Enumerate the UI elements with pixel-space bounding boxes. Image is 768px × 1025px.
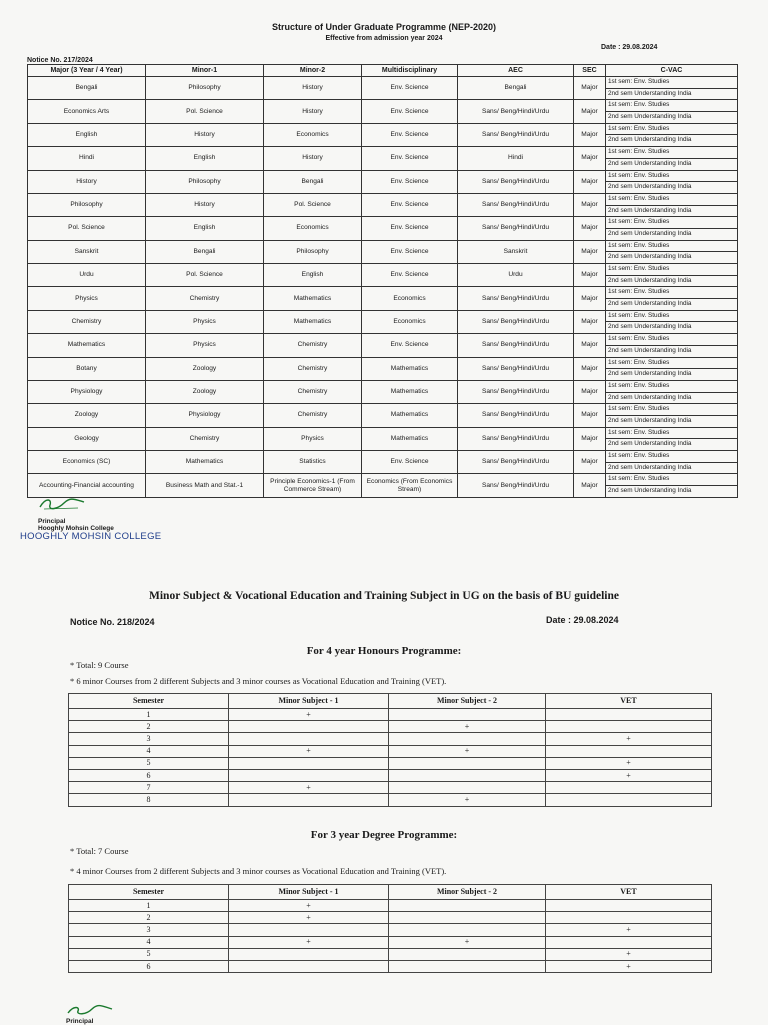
table-cell (546, 745, 712, 757)
table-cell: Major (574, 287, 606, 310)
table-cell: Env. Science (362, 100, 458, 123)
table-cell: Mathematics (362, 427, 458, 450)
table-cell: Major (574, 147, 606, 170)
table-cell: English (28, 123, 146, 146)
table-cell: Chemistry (264, 334, 362, 357)
table-cell: Philosophy (28, 193, 146, 216)
table-cell: Major (574, 427, 606, 450)
column-header: Minor Subject - 2 (389, 885, 546, 900)
table-cell: Major (574, 123, 606, 146)
table-cell: Sans/ Beng/Hindi/Urdu (458, 474, 574, 497)
table-cell: Bengali (28, 77, 146, 100)
cvac-sem2: 2nd sem Understanding India (608, 323, 692, 331)
cvac-sem2: 2nd sem Understanding India (608, 300, 692, 308)
table-cell (546, 912, 712, 924)
cvac-sem1: 1st sem: Env. Studies (606, 358, 737, 370)
table-cell: English (146, 217, 264, 240)
table-cell: Mathematics (264, 287, 362, 310)
table-cell: + (389, 936, 546, 948)
table-cell: Physics (146, 310, 264, 333)
cvac-sem1: 1st sem: Env. Studies (606, 381, 737, 393)
table-cell: Major (574, 474, 606, 497)
cvac-sem2: 2nd sem Understanding India (608, 487, 692, 495)
cvac-sem1: 1st sem: Env. Studies (606, 100, 737, 112)
table-row (69, 769, 712, 781)
cvac-cell (606, 77, 738, 100)
table-cell: Chemistry (146, 427, 264, 450)
table-row (28, 264, 738, 287)
cvac-cell (606, 147, 738, 170)
table-row (69, 960, 712, 972)
table-cell: English (146, 147, 264, 170)
cvac-cell (606, 427, 738, 450)
table-cell: 5 (69, 757, 229, 769)
table-cell: Business Math and Stat.-1 (146, 474, 264, 497)
table-cell: 2 (69, 912, 229, 924)
table-cell: Economics (264, 217, 362, 240)
table-cell: Chemistry (264, 380, 362, 403)
three-year-total: * Total: 7 Course (70, 846, 129, 856)
table-cell: + (229, 936, 389, 948)
table-cell (389, 757, 546, 769)
table-cell: Major (574, 357, 606, 380)
principal-signature-block-2 (66, 1003, 114, 1025)
table-cell (389, 924, 546, 936)
cvac-cell (606, 193, 738, 216)
table-cell (229, 721, 389, 733)
table-cell: Pol. Science (28, 217, 146, 240)
table-cell: History (264, 147, 362, 170)
cvac-sem1: 1st sem: Env. Studies (606, 171, 737, 183)
table-cell: Accounting-Financial accounting (28, 474, 146, 497)
column-header: Minor Subject - 1 (229, 694, 389, 709)
table-cell: Sans/ Beng/Hindi/Urdu (458, 217, 574, 240)
table-cell: Bengali (146, 240, 264, 263)
table-cell (546, 721, 712, 733)
table-cell: Philosophy (146, 170, 264, 193)
table-cell: Major (574, 240, 606, 263)
table-cell: + (546, 924, 712, 936)
signature-icon (66, 1003, 114, 1017)
cvac-sem1: 1st sem: Env. Studies (606, 264, 737, 276)
table-cell (389, 769, 546, 781)
table-header-row (69, 885, 712, 900)
table-cell: Sans/ Beng/Hindi/Urdu (458, 310, 574, 333)
four-year-table (68, 693, 712, 807)
table-cell: Geology (28, 427, 146, 450)
table-cell: Env. Science (362, 240, 458, 263)
table-cell: 8 (69, 794, 229, 806)
table-cell: + (389, 745, 546, 757)
table-cell: Economics Arts (28, 100, 146, 123)
cvac-cell (606, 334, 738, 357)
three-year-table (68, 884, 712, 973)
table-cell: Urdu (458, 264, 574, 287)
table-cell: Major (574, 334, 606, 357)
table-cell: Sans/ Beng/Hindi/Urdu (458, 170, 574, 193)
cvac-sem1: 1st sem: Env. Studies (606, 77, 737, 89)
table-cell: Env. Science (362, 334, 458, 357)
cvac-cell (606, 240, 738, 263)
cvac-cell (606, 287, 738, 310)
cvac-sem1: 1st sem: Env. Studies (606, 217, 737, 229)
principal-signature-block (38, 495, 114, 532)
notice-number-2: Notice No. 218/2024 (70, 617, 155, 627)
table-cell: Chemistry (264, 357, 362, 380)
table-cell (389, 912, 546, 924)
table-cell: 4 (69, 936, 229, 948)
table-cell: + (546, 960, 712, 972)
cvac-sem1: 1st sem: Env. Studies (606, 311, 737, 323)
table-cell: Major (574, 404, 606, 427)
table-cell: Mathematics (28, 334, 146, 357)
table-cell: Botany (28, 357, 146, 380)
cvac-sem1: 1st sem: Env. Studies (606, 451, 737, 463)
table-cell: Major (574, 170, 606, 193)
table-row (28, 357, 738, 380)
cvac-sem2: 2nd sem Understanding India (608, 346, 692, 354)
table-header-row (28, 65, 738, 77)
signature-icon (38, 495, 86, 513)
cvac-sem2: 2nd sem Understanding India (608, 89, 692, 97)
table-cell (229, 769, 389, 781)
cvac-cell (606, 451, 738, 474)
table-row (69, 900, 712, 912)
notice-date-2: Date : 29.08.2024 (546, 615, 619, 625)
cvac-sem1: 1st sem: Env. Studies (606, 404, 737, 416)
cvac-sem1: 1st sem: Env. Studies (606, 334, 737, 346)
table-cell (229, 960, 389, 972)
table-cell: 5 (69, 948, 229, 960)
table-cell: Major (574, 380, 606, 403)
table-cell: Mathematics (362, 404, 458, 427)
table-cell: Physics (264, 427, 362, 450)
table-cell: Mathematics (362, 357, 458, 380)
table-cell: Physics (28, 287, 146, 310)
table-row (28, 474, 738, 497)
table-cell: + (229, 709, 389, 721)
table-row (69, 936, 712, 948)
table-row (28, 147, 738, 170)
table-cell: Sanskrit (458, 240, 574, 263)
document-title-2: Minor Subject & Vocational Education and Training Subject in UG on the basis of BU guideline (149, 590, 619, 602)
cvac-cell (606, 474, 738, 497)
table-cell: Zoology (28, 404, 146, 427)
table-cell: Pol. Science (146, 264, 264, 287)
cvac-sem2: 2nd sem Understanding India (608, 113, 692, 121)
table-cell: Physics (146, 334, 264, 357)
table-cell (546, 936, 712, 948)
table-cell: Sanskrit (28, 240, 146, 263)
table-cell: Philosophy (146, 77, 264, 100)
table-cell: Sans/ Beng/Hindi/Urdu (458, 380, 574, 403)
column-header: Minor-2 (264, 65, 362, 77)
cvac-sem2: 2nd sem Understanding India (608, 206, 692, 214)
cvac-sem2: 2nd sem Understanding India (608, 463, 692, 471)
table-cell (229, 794, 389, 806)
table-cell: English (264, 264, 362, 287)
table-cell: + (546, 757, 712, 769)
table-cell: Major (574, 100, 606, 123)
table-cell: Mathematics (264, 310, 362, 333)
table-cell: 6 (69, 960, 229, 972)
table-cell: 3 (69, 733, 229, 745)
table-cell: Economics (362, 310, 458, 333)
cvac-sem2: 2nd sem Understanding India (608, 370, 692, 378)
cvac-sem1: 1st sem: Env. Studies (606, 241, 737, 253)
college-stamp: HOOGHLY MOHSIN COLLEGE (20, 531, 162, 542)
table-cell (389, 900, 546, 912)
table-cell: Urdu (28, 264, 146, 287)
column-header: Semester (69, 694, 229, 709)
table-cell: 6 (69, 769, 229, 781)
column-header: Minor-1 (146, 65, 264, 77)
table-cell: Major (574, 77, 606, 100)
table-cell (546, 782, 712, 794)
cvac-cell (606, 357, 738, 380)
four-year-note: * 6 minor Courses from 2 different Subjects and 3 minor courses as Vocational Education and Training (VET). (70, 676, 447, 686)
column-header: Minor Subject - 1 (229, 885, 389, 900)
column-header: Major (3 Year / 4 Year) (28, 65, 146, 77)
table-cell: Zoology (146, 357, 264, 380)
cvac-sem2: 2nd sem Understanding India (608, 183, 692, 191)
table-row (28, 427, 738, 450)
cvac-cell (606, 123, 738, 146)
table-cell: Major (574, 310, 606, 333)
column-header: C-VAC (606, 65, 738, 77)
cvac-sem1: 1st sem: Env. Studies (606, 474, 737, 486)
table-row (28, 77, 738, 100)
cvac-sem1: 1st sem: Env. Studies (606, 428, 737, 440)
table-row (28, 240, 738, 263)
table-row (69, 794, 712, 806)
document-subtitle: Effective from admission year 2024 (325, 35, 443, 42)
table-row (28, 310, 738, 333)
table-cell: + (389, 794, 546, 806)
cvac-sem1: 1st sem: Env. Studies (606, 287, 737, 299)
table-cell: Env. Science (362, 77, 458, 100)
table-cell: Env. Science (362, 147, 458, 170)
table-cell: Env. Science (362, 123, 458, 146)
table-cell: Economics (264, 123, 362, 146)
table-cell (546, 794, 712, 806)
table-row (69, 912, 712, 924)
table-row (28, 451, 738, 474)
column-header: Semester (69, 885, 229, 900)
table-cell: 7 (69, 782, 229, 794)
table-cell: + (229, 782, 389, 794)
programme-structure-table (27, 64, 738, 498)
table-row (28, 123, 738, 146)
table-row (69, 924, 712, 936)
column-header: Minor Subject - 2 (389, 694, 546, 709)
table-cell: Economics (362, 287, 458, 310)
cvac-sem1: 1st sem: Env. Studies (606, 194, 737, 206)
signature-title: Principal (38, 518, 66, 525)
table-cell: 1 (69, 709, 229, 721)
table-cell (229, 924, 389, 936)
table-cell: History (264, 100, 362, 123)
cvac-cell (606, 310, 738, 333)
table-cell: Sans/ Beng/Hindi/Urdu (458, 334, 574, 357)
table-cell (389, 960, 546, 972)
table-cell: Physiology (146, 404, 264, 427)
signature-title-2: Principal (66, 1018, 94, 1025)
table-header-row (69, 694, 712, 709)
table-cell: Sans/ Beng/Hindi/Urdu (458, 123, 574, 146)
table-cell: + (546, 948, 712, 960)
table-cell: + (546, 769, 712, 781)
table-row (69, 733, 712, 745)
table-row (28, 287, 738, 310)
column-header: SEC (574, 65, 606, 77)
table-cell: Env. Science (362, 170, 458, 193)
cvac-cell (606, 264, 738, 287)
cvac-sem2: 2nd sem Understanding India (608, 136, 692, 144)
cvac-cell (606, 100, 738, 123)
table-cell: Statistics (264, 451, 362, 474)
table-cell: 1 (69, 900, 229, 912)
table-cell (229, 757, 389, 769)
cvac-cell (606, 380, 738, 403)
table-cell: Chemistry (264, 404, 362, 427)
table-cell: Sans/ Beng/Hindi/Urdu (458, 287, 574, 310)
table-row (28, 217, 738, 240)
cvac-sem2: 2nd sem Understanding India (608, 416, 692, 424)
notice-number: Notice No. 217/2024 (27, 57, 93, 64)
table-cell: Env. Science (362, 264, 458, 287)
cvac-sem2: 2nd sem Understanding India (608, 393, 692, 401)
table-cell: + (229, 912, 389, 924)
table-row (69, 948, 712, 960)
cvac-cell (606, 170, 738, 193)
table-cell (389, 733, 546, 745)
table-row (28, 100, 738, 123)
table-row (28, 193, 738, 216)
table-cell: + (389, 721, 546, 733)
cvac-sem2: 2nd sem Understanding India (608, 276, 692, 284)
table-cell: Pol. Science (264, 193, 362, 216)
signature-college: Hooghly Mohsin College (38, 525, 114, 532)
table-cell: Philosophy (264, 240, 362, 263)
table-cell: Major (574, 264, 606, 287)
table-cell: Pol. Science (146, 100, 264, 123)
table-cell: Sans/ Beng/Hindi/Urdu (458, 193, 574, 216)
four-year-heading: For 4 year Honours Programme: (306, 645, 462, 657)
cvac-sem2: 2nd sem Understanding India (608, 229, 692, 237)
table-cell (389, 709, 546, 721)
table-cell: Sans/ Beng/Hindi/Urdu (458, 451, 574, 474)
table-cell: Physiology (28, 380, 146, 403)
table-cell: Economics (SC) (28, 451, 146, 474)
table-cell: Zoology (146, 380, 264, 403)
table-cell: Sans/ Beng/Hindi/Urdu (458, 427, 574, 450)
table-cell: Sans/ Beng/Hindi/Urdu (458, 404, 574, 427)
table-cell (546, 709, 712, 721)
cvac-sem2: 2nd sem Understanding India (608, 440, 692, 448)
table-row (69, 757, 712, 769)
table-cell: Mathematics (362, 380, 458, 403)
three-year-heading: For 3 year Degree Programme: (310, 829, 458, 841)
table-cell: History (28, 170, 146, 193)
table-cell: Mathematics (146, 451, 264, 474)
table-cell: Env. Science (362, 217, 458, 240)
table-row (69, 782, 712, 794)
table-cell: History (146, 123, 264, 146)
column-header: VET (546, 694, 712, 709)
table-cell: Hindi (28, 147, 146, 170)
table-row (69, 745, 712, 757)
table-cell (229, 733, 389, 745)
table-row (69, 721, 712, 733)
table-cell (389, 782, 546, 794)
table-cell: Chemistry (146, 287, 264, 310)
table-row (28, 170, 738, 193)
column-header: AEC (458, 65, 574, 77)
table-cell: Bengali (458, 77, 574, 100)
table-cell: + (229, 900, 389, 912)
column-header: VET (546, 885, 712, 900)
table-cell (546, 900, 712, 912)
table-cell: Hindi (458, 147, 574, 170)
table-cell (229, 948, 389, 960)
table-cell: Env. Science (362, 451, 458, 474)
cvac-sem1: 1st sem: Env. Studies (606, 147, 737, 159)
cvac-cell (606, 404, 738, 427)
table-cell: History (264, 77, 362, 100)
cvac-sem2: 2nd sem Understanding India (608, 159, 692, 167)
cvac-cell (606, 217, 738, 240)
table-cell: Major (574, 217, 606, 240)
document-title: Structure of Under Graduate Programme (NEP-2020) (271, 22, 497, 32)
table-cell: Major (574, 193, 606, 216)
table-row (28, 334, 738, 357)
table-cell: + (546, 733, 712, 745)
table-cell: 3 (69, 924, 229, 936)
column-header: Multidisciplinary (362, 65, 458, 77)
table-cell: History (146, 193, 264, 216)
table-cell: Sans/ Beng/Hindi/Urdu (458, 100, 574, 123)
table-row (69, 709, 712, 721)
table-row (28, 404, 738, 427)
table-cell: + (229, 745, 389, 757)
table-cell: Chemistry (28, 310, 146, 333)
table-cell: Sans/ Beng/Hindi/Urdu (458, 357, 574, 380)
table-cell: Bengali (264, 170, 362, 193)
table-cell (389, 948, 546, 960)
table-cell: 2 (69, 721, 229, 733)
table-cell: Economics (From Economics Stream) (362, 474, 458, 497)
table-cell: Env. Science (362, 193, 458, 216)
four-year-total: * Total: 9 Course (70, 660, 129, 670)
table-row (28, 380, 738, 403)
table-cell: Major (574, 451, 606, 474)
notice-date: Date : 29.08.2024 (601, 44, 658, 51)
three-year-note: * 4 minor Courses from 2 different Subjects and 3 minor courses as Vocational Education and Training (VET). (70, 866, 447, 876)
cvac-sem1: 1st sem: Env. Studies (606, 124, 737, 136)
cvac-sem2: 2nd sem Understanding India (608, 253, 692, 261)
table-cell: 4 (69, 745, 229, 757)
table-cell: Principle Economics-1 (From Commerce Stream) (264, 474, 362, 497)
